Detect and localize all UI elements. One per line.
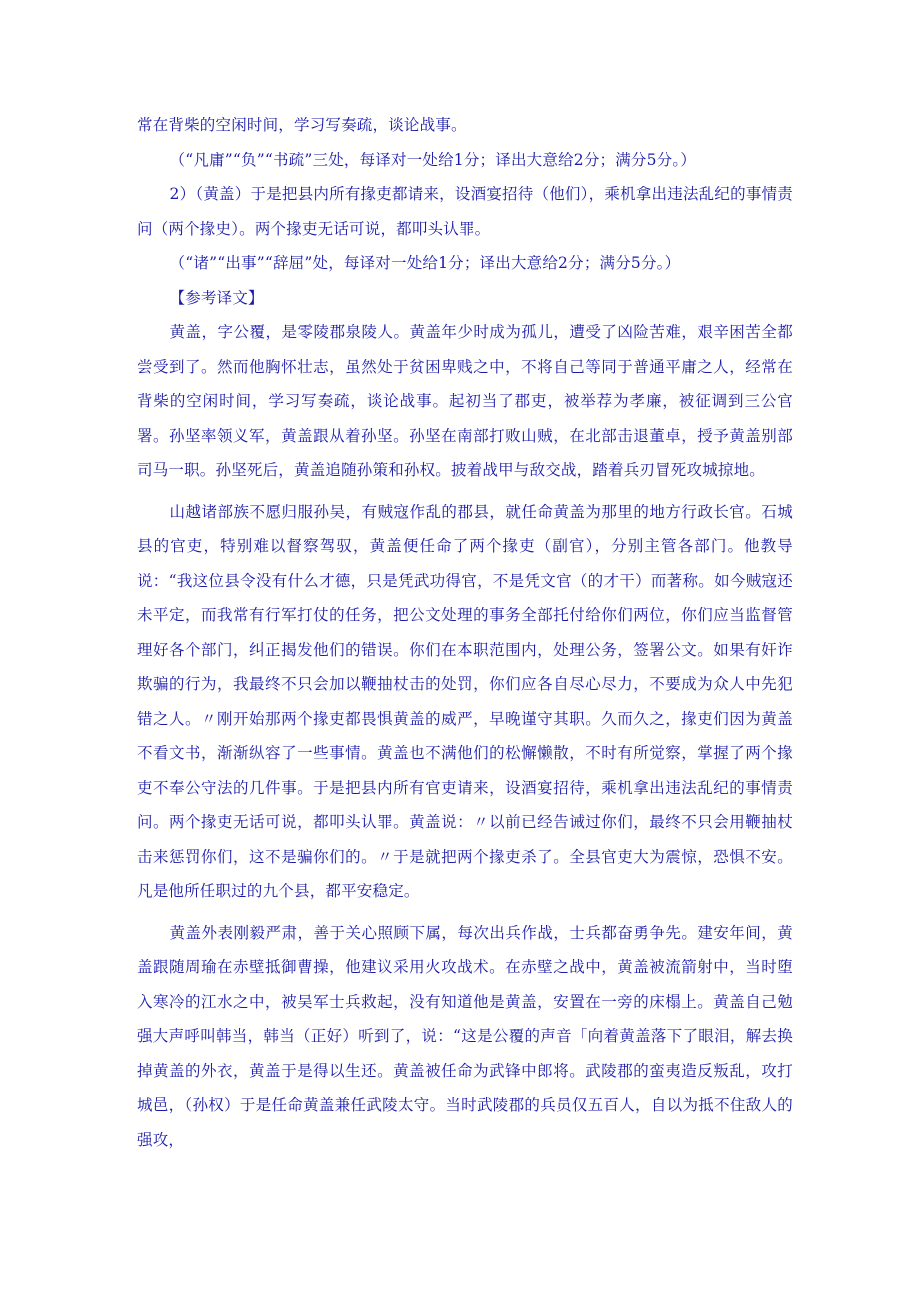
translation-paragraph-1: 黄盖，字公覆，是零陵郡泉陵人。黄盖年少时成为孤儿，遭受了凶险苦难，艰辛困苦全都尝受到了。然而他胸怀壮志，虽然处于贫困卑贱之中，不将自己等同于普通平庸之人，经常在背柴的空闲时间，学习写奏疏，谈论战事。起初当了郡吏，被举荐为孝廉，被征调到三公官署。孙坚率领义军，黄盖跟从着孙坚。孙坚在南部打败山贼，在北部击退董卓，授予黄盖别部司马一职。孙坚死后，黄盖追随孙策和孙权。披着战甲与敌交战，踏着兵刃冒死攻城掠地。 <box>137 323 793 479</box>
document-page <box>137 108 793 1157</box>
section-heading: 【参考译文】 <box>169 288 264 307</box>
paragraph-continuation: 常在背柴的空闲时间，学习写奏疏，谈论战事。 <box>137 116 467 134</box>
translation-paragraph-2: 山越诸部族不愿归服孙吴，有贼寇作乱的郡县，就任命黄盖为那里的地方行政长官。石城县的官吏，特别难以督察驾驭，黄盖便任命了两个掾吏（副官），分别主管各部门。他教导说：“我这位县令没有什么才德，只是凭武功得官，不是凭文官（的才干）而著称。如今贼寇还未平定，而我常有行军打仗的任务，把公文处理的事务全部托付给你们两位，你们应当监督管理好各个部门，纠正揭发他们的错误。你们在本职范围内，处理公务，签署公文。如果有奸诈欺骗的行为，我最终不只会加以鞭抽杖击的处罚，你们应各自尽心尽力，不要成为众人中先犯错之人。〃刚开始那两个掾吏都畏惧黄盖的威严，早晚谨守其职。久而久之，掾吏们因为黄盖不看文书，渐渐纵容了一些事情。黄盖也不满他们的松懈懒散，不时有所觉察，掌握了两个掾吏不奉公守法的几件事。于是把县内所有官吏请来，设酒宴招待，乘机拿出违法乱纪的事情责问。两个掾吏无话可说，都叩头认罪。黄盖说：〃以前已经告诫过你们，最终不只会用鞭抽杖击来惩罚你们，这不是骗你们的。〃于是就把两个掾吏杀了。全县官吏大为震惊，恐惧不安。凡是他所任职过的九个县，都平安稳定。 <box>137 502 793 900</box>
translation-paragraph-3: 黄盖外表刚毅严肃，善于关心照顾下属，每次出兵作战，士兵都奋勇争先。建安年间，黄盖跟随周瑜在赤壁抵御曹操，他建议采用火攻战术。在赤壁之战中，黄盖被流箭射中，当时堕入寒冷的江水之中，被吴军士兵救起，没有知道他是黄盖，安置在一旁的床榻上。黄盖自己勉强大声呼叫韩当，韩当（正好）听到了，说：“这是公覆的声音「向着黄盖落下了眼泪，解去换掉黄盖的外衣，黄盖于是得以生还。黄盖被任命为武锋中郎将。武陵郡的蛮夷造反叛乱，攻打城邑，（孙权）于是任命黄盖兼任武陵太守。当时武陵郡的兵员仅五百人，自以为抵不住敌人的强攻， <box>137 923 793 1149</box>
scoring-note-2: （“诸”“出事”“辞屈”处，每译对一处给1分；译出大意给2分；满分5分。） <box>169 254 681 272</box>
scoring-note-1: （“凡庸”“负”“书疏”三处，每译对一处给1分；译出大意给2分；满分5分。） <box>169 150 697 169</box>
answer-2: 2）（黄盖）于是把县内所有掾吏都请来，设酒宴招待（他们），乘机拿出违法乱纪的事情责问（两个掾史）。两个掾吏无话可说，都叩头认罪。 <box>137 185 793 238</box>
